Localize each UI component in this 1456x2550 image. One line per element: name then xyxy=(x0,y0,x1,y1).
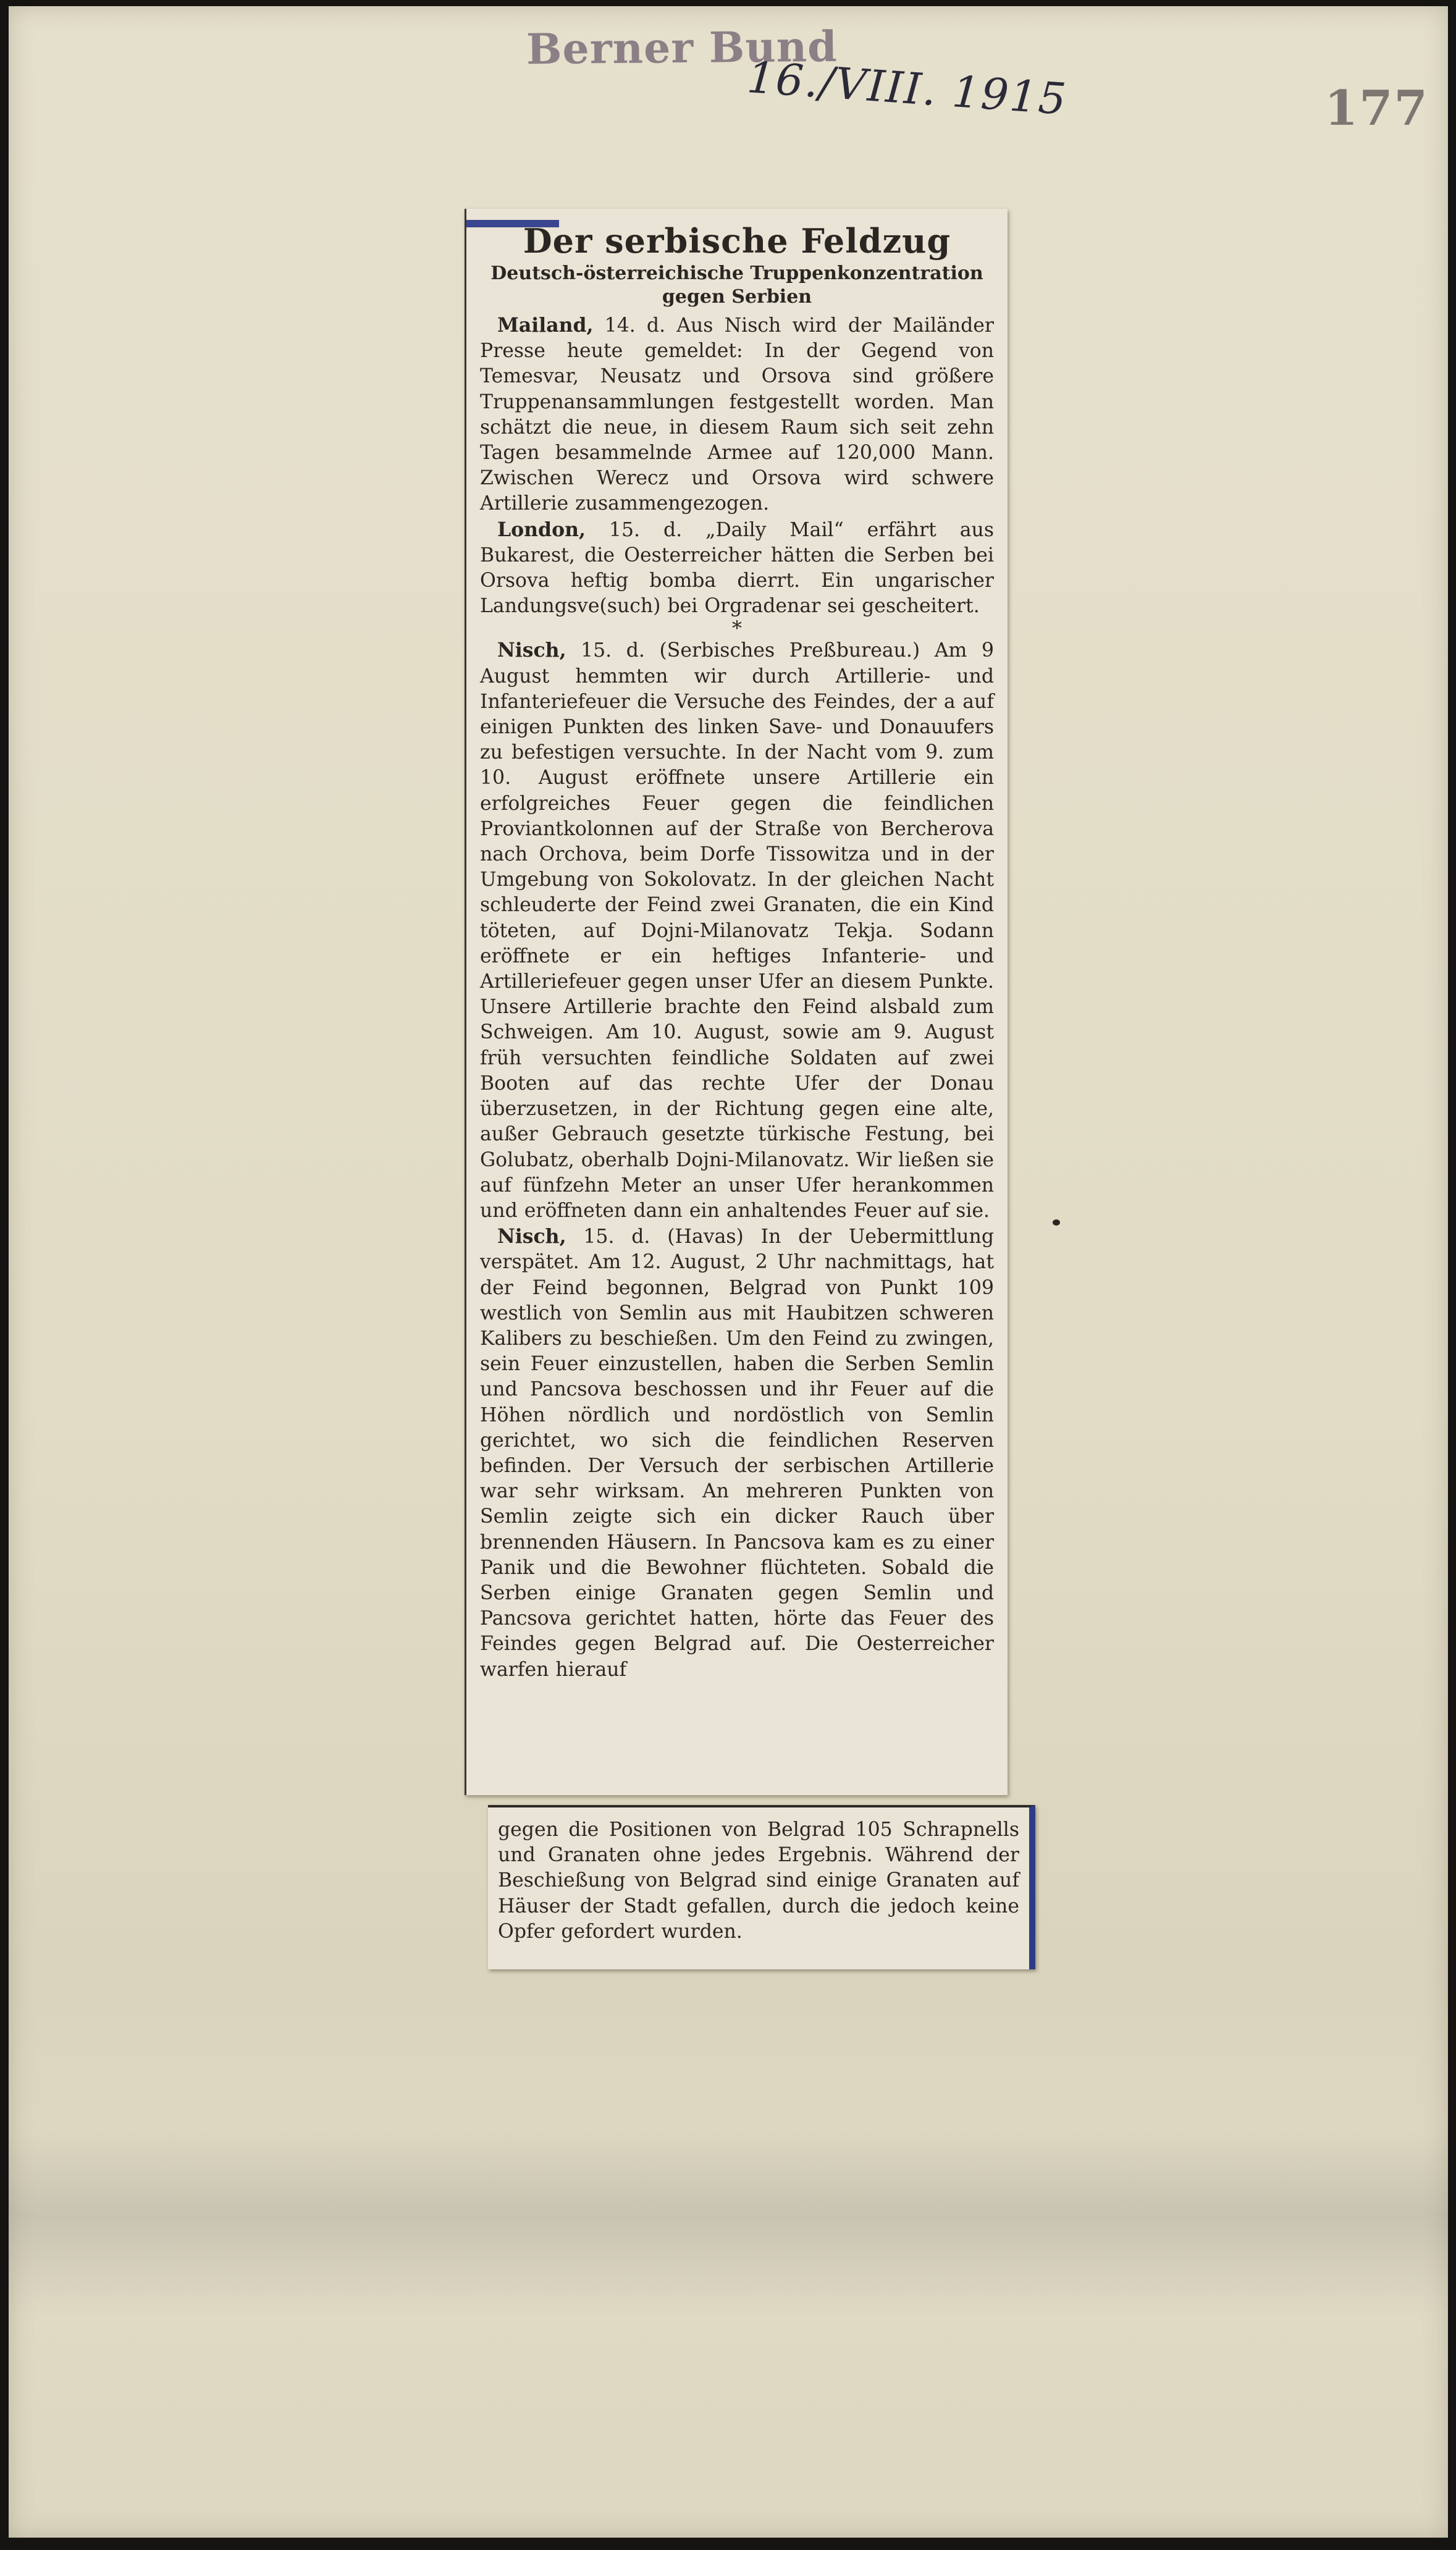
article-paragraph xyxy=(480,1224,994,1683)
article-paragraph xyxy=(480,313,994,517)
newspaper-clipping-main xyxy=(465,209,1008,1795)
paragraph-text: 15. d. (Serbisches Preßbureau.) Am 9 August hemmten wir durch Artillerie- und Infanteriefeuer die Versuche des Feindes, der a auf einigen Punkten des linken Save- und Donauufers zu befestigen versuchte. In der Nacht vom 9. zum 10. August eröffnete unsere Artillerie ein erfolgreiches Feuer gegen die feindlichen Proviantkolonnen auf der Straße von Bercherova nach Orchova, beim Dorfe Tissowitza und in der Umgebung von Sokolovatz. In der gleichen Nacht schleuderte der Feind zwei Granaten, die ein Kind töteten, auf Dojni-Milanovatz Tekja. Sodann eröffnete er ein heftiges Infanterie- und Artilleriefeuer gegen unser Ufer an diesem Punkte. Unsere Artillerie brachte den Feind alsbald zum Schweigen. Am 10. August, sowie am 9. August früh versuchten feindliche Soldaten auf zwei Booten auf das rechte Ufer der Donau überzusetzen, in der Richtung gegen eine alte, außer Gebrauch gesetzte türkische Festung, bei Golubatz, oberhalb Dojni-Milanovatz. Wir ließen sie auf fünfzehn Meter an unser Ufer herankommen und eröffneten dann ein anhaltendes Feuer auf sie. xyxy=(480,639,994,1222)
article-paragraph xyxy=(480,517,994,620)
continuation-paragraph: gegen die Positionen von Belgrad 105 Schrapnells und Granaten ohne jedes Ergebnis. Während der Beschießung von Belgrad sind einige Granaten auf Häuser der Stadt gefallen, durch die jedoch keine Opfer gefordert wurden. xyxy=(498,1819,1019,1943)
dateline-place: Mailand, xyxy=(497,314,594,337)
ink-spot xyxy=(1053,1219,1060,1226)
article-headline: Der serbische Feldzug xyxy=(523,221,951,261)
clipping-text xyxy=(480,221,994,1789)
paragraph-text: 15. d. (Havas) In der Uebermittlung verspätet. Am 12. August, 2 Uhr nachmittags, hat der Feind begonnen, Belgrad von Punkt 109 westlich von Semlin aus mit Haubitzen schweren Kalibers zu beschießen. Um den Feind zu zwingen, sein Feuer einzustellen, haben die Serben Semlin und Pancsova beschossen und ihr Feuer auf die Höhen nördlich und nordöstlich von Semlin gerichtet, wo sich die feindlichen Reserven befinden. Der Versuch der serbischen Artillerie war sehr wirksam. An mehreren Punkten von Semlin zeigte sich ein dicker Rauch über brennenden Häusern. In Pancsova kam es zu einer Panik und die Bewohner flüchteten. Sobald die Serben einige Granaten gegen Semlin und Pancsova gerichtet hatten, hörte das Feuer des Feindes gegen Belgrad auf. Die Oesterreicher warfen hierauf xyxy=(480,1226,994,1681)
archive-sheet xyxy=(9,6,1448,2538)
newspaper-clipping-continuation xyxy=(488,1805,1035,1969)
article-paragraph xyxy=(480,638,994,1224)
scan-shadow-band xyxy=(9,2131,1448,2316)
paragraph-text: 15. d. „Daily Mail“ erfährt aus Bukarest, die Oesterreicher hätten die Serben bei Orsova heftig bomba dierrt. Ein ungarischer Landungsve(such) bei Orgradenar sei gescheitert. xyxy=(480,518,994,618)
dateline-place: Nisch, xyxy=(497,639,566,662)
section-separator: * xyxy=(732,616,742,641)
dateline-place: London, xyxy=(497,518,586,541)
newspaper-stamp: Berner Bund xyxy=(526,22,838,75)
page-number: 177 xyxy=(1324,80,1429,137)
dateline-place: Nisch, xyxy=(497,1225,566,1248)
handwritten-date: 16./VIII. 1915 xyxy=(745,51,1069,125)
paragraph-text: 14. d. Aus Nisch wird der Mailänder Presse heute gemeldet: In der Gegend von Temesvar, Neusatz und Orsova sind größere Truppenansammlungen festgestellt worden. Man schätzt die neue, in diesem Raum sich seit zehn Tagen besammelnde Armee auf 120,000 Mann. Zwischen Werecz und Orsova wird schwere Artillerie zusammengezogen. xyxy=(480,314,994,515)
clipping-text xyxy=(498,1817,1019,1963)
article-subheadline: Deutsch-österreichische Truppenkonzentration gegen Serbien xyxy=(490,263,983,308)
